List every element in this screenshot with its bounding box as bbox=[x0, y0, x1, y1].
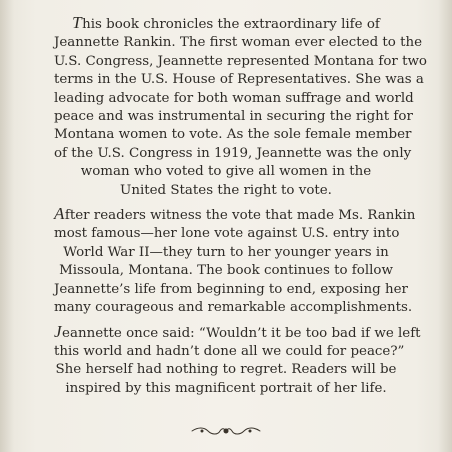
flourish-divider-icon bbox=[190, 424, 262, 438]
paragraph-line: After readers witness the vote that made Ms. Rankin bbox=[54, 204, 416, 224]
page-edge-shadow-left bbox=[0, 0, 14, 452]
paragraph-line: Jeannette once said: “Wouldn’t it be too bad if we left bbox=[54, 321, 421, 341]
paragraph-line: This book chronicles the extraordinary life of bbox=[72, 13, 380, 32]
paragraph-line: terms in the U.S. House of Representatives. She was a bbox=[54, 72, 424, 88]
paragraph-line: leading advocate for both woman suffrage and world bbox=[54, 90, 414, 106]
initial-letter: T bbox=[72, 13, 83, 32]
paragraph-2 bbox=[54, 204, 416, 317]
paragraph-line: inspired by this magnificent portrait of her life. bbox=[65, 380, 387, 396]
paragraph-line: Jeannette’s life from beginning to end, exposing her bbox=[54, 281, 408, 297]
paragraph-line: U.S. Congress, Jeannette represented Montana for two bbox=[54, 53, 427, 69]
paragraph-line: woman who voted to give all women in the bbox=[80, 164, 372, 180]
initial-letter: A bbox=[54, 204, 65, 224]
paragraph-line: World War II—they turn to her younger years in bbox=[63, 244, 389, 260]
paragraph-line: peace and was instrumental in securing the right for bbox=[54, 109, 413, 125]
initial-letter: J bbox=[54, 321, 63, 341]
paragraph-line: many courageous and remarkable accomplishments. bbox=[54, 300, 413, 316]
paragraph-line: of the U.S. Congress in 1919, Jeannette was the only bbox=[54, 145, 412, 161]
paragraph-line: Missoula, Montana. The book continues to follow bbox=[59, 263, 393, 279]
paragraph-1 bbox=[54, 13, 427, 200]
paragraph-line: most famous—her lone vote against U.S. entry into bbox=[54, 226, 400, 242]
paragraph-line: this world and hadn’t done all we could for peace?” bbox=[54, 343, 405, 359]
paragraph-line: She herself had nothing to regret. Readers will be bbox=[55, 362, 397, 378]
page-edge-shadow-right bbox=[438, 0, 452, 452]
blurb-text bbox=[54, 13, 427, 403]
paragraph-line: United States the right to vote. bbox=[120, 182, 332, 198]
paragraph-line: Montana women to vote. As the sole female member bbox=[54, 127, 412, 143]
paragraph-line: Jeannette Rankin. The first woman ever elected to the bbox=[54, 35, 423, 51]
paragraph-3 bbox=[54, 321, 421, 399]
